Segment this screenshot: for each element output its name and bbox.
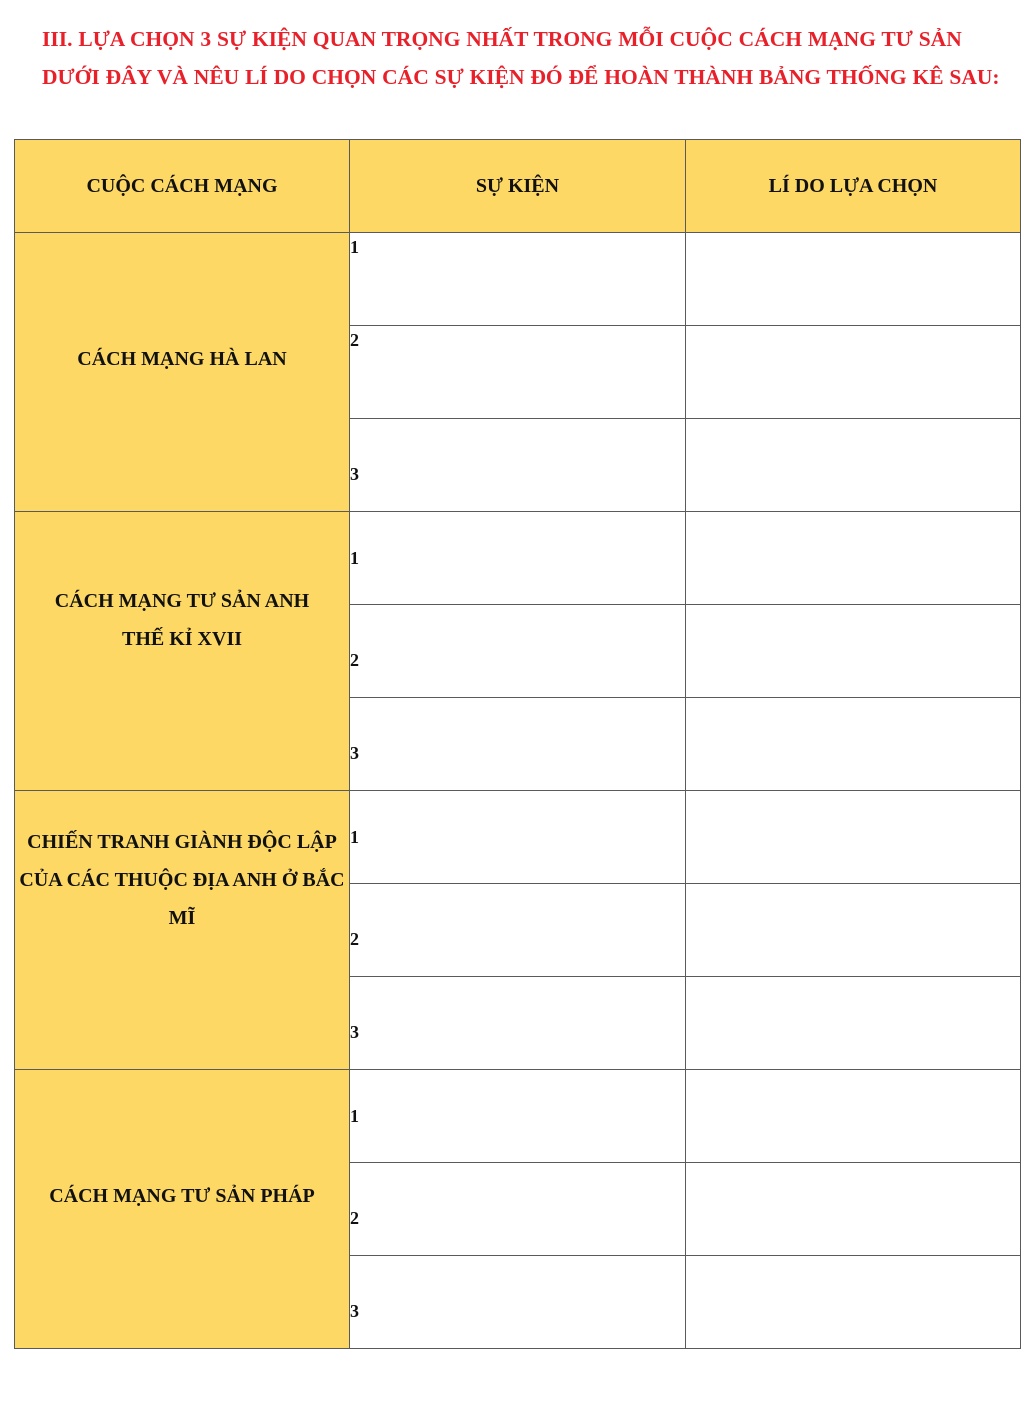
revolution-name-cell [15,1070,350,1349]
header-revolution: CUỘC CÁCH MẠNG [15,140,350,233]
revolution-name: CÁCH MẠNG TƯ SẢN ANH THẾ KỈ XVII [54,590,310,650]
reason-cell[interactable] [686,884,1021,977]
event-cell[interactable]: 3 [350,419,686,512]
event-cell[interactable]: 3 [350,977,686,1070]
reason-cell[interactable] [686,326,1021,419]
event-cell[interactable]: 2 [350,884,686,977]
header-reason: LÍ DO LỰA CHỌN [686,140,1021,233]
revolution-name-cell [15,512,350,791]
reason-cell[interactable] [686,791,1021,884]
table-row [15,791,1021,884]
table-header-row [15,140,1021,233]
event-cell[interactable]: 1 [350,1070,686,1163]
event-cell[interactable]: 3 [350,1256,686,1349]
header-event: SỰ KIỆN [350,140,686,233]
table-row [15,512,1021,605]
revolution-name-cell [15,791,350,1070]
revolution-name-cell [15,233,350,512]
reason-cell[interactable] [686,1256,1021,1349]
reason-cell[interactable] [686,233,1021,326]
revolution-name: CÁCH MẠNG HÀ LAN [77,348,287,370]
reason-cell[interactable] [686,977,1021,1070]
event-cell[interactable]: 1 [350,791,686,884]
reason-cell[interactable] [686,1070,1021,1163]
event-cell[interactable]: 2 [350,326,686,419]
revolution-name: CHIẾN TRANH GIÀNH ĐỘC LẬP CỦA CÁC THUỘC ĐỊA ANH Ở BẮC MĨ [19,831,345,929]
event-cell[interactable]: 2 [350,605,686,698]
revolution-name: CÁCH MẠNG TƯ SẢN PHÁP [49,1185,315,1207]
event-cell[interactable]: 1 [350,512,686,605]
worksheet-heading: III. LỰA CHỌN 3 SỰ KIỆN QUAN TRỌNG NHẤT TRONG MỖI CUỘC CÁCH MẠNG TƯ SẢN DƯỚI ĐÂY VÀ NÊU LÍ DO CHỌN CÁC SỰ KIỆN ĐÓ ĐỂ HOÀN THÀNH BẢNG THỐNG KÊ SAU: [42,27,1000,89]
reason-cell[interactable] [686,698,1021,791]
reason-cell[interactable] [686,605,1021,698]
reason-cell[interactable] [686,1163,1021,1256]
event-cell[interactable]: 2 [350,1163,686,1256]
reason-cell[interactable] [686,512,1021,605]
reason-cell[interactable] [686,419,1021,512]
event-cell[interactable]: 3 [350,698,686,791]
table-row [15,233,1021,326]
event-cell[interactable]: 1 [350,233,686,326]
table-row [15,1070,1021,1163]
statistics-table [14,139,1021,1349]
